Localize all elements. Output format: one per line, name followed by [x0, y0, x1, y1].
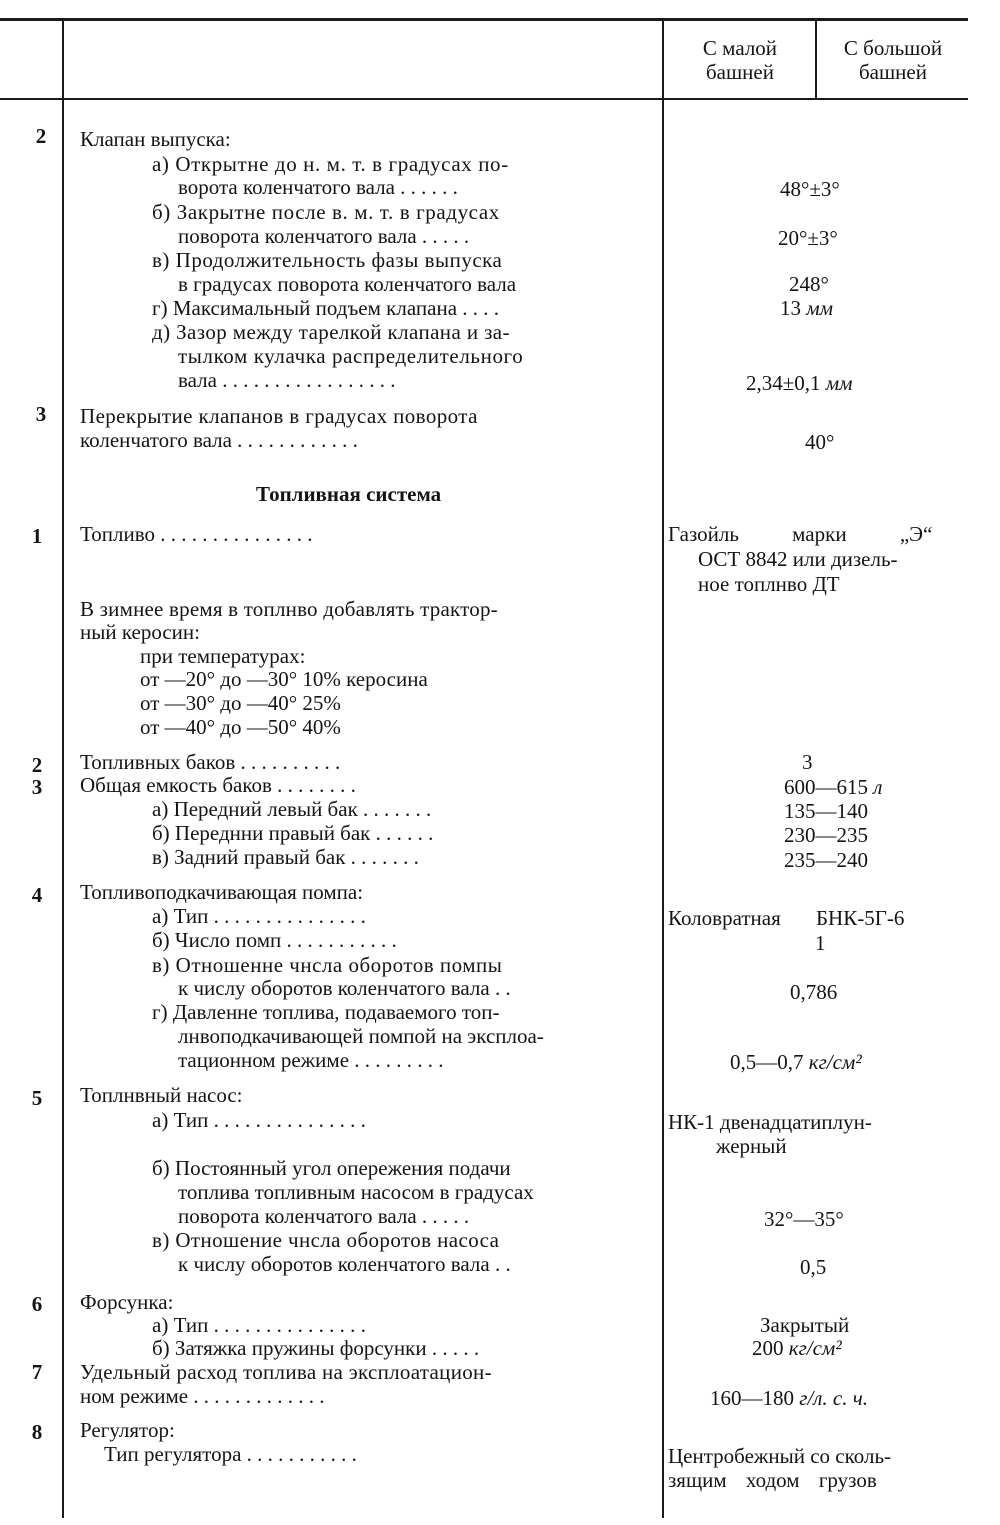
- tanks-label: Топливных баков . . . . . . . . . .: [80, 750, 341, 774]
- fuel-label: Топливо . . . . . . . . . . . . . . .: [80, 522, 313, 546]
- injector-b-unit: кг/см²: [788, 1336, 842, 1360]
- pump-d-line3: тационном режиме . . . . . . . . .: [178, 1048, 444, 1072]
- consumption-value: [710, 1386, 868, 1410]
- exhaust-b-line1: б) Закрытне после в. м. т. в градусах: [152, 200, 500, 224]
- injpump-c-line2: к числу оборотов коленчатого вала . .: [178, 1252, 511, 1276]
- pump-a-value: Коловратная БНК-5Г-6: [668, 906, 905, 930]
- exhaust-e-line3: вала . . . . . . . . . . . . . . . . .: [178, 368, 396, 392]
- capacity-c: в) Задний правый бак . . . . . . .: [152, 845, 419, 869]
- pump-c-line1: в) Отношенне чнсла оборотов помпы: [152, 953, 503, 977]
- exhaust-d-number: 13: [780, 296, 801, 320]
- fuel-value-line3: ное топлнво ДТ: [698, 572, 840, 596]
- row-number: 4: [31, 883, 43, 907]
- exhaust-e-line1: д) Зазор между тарелкой клапана и за-: [152, 320, 510, 344]
- exhaust-a-line2: ворота коленчатого вала . . . . . .: [178, 175, 458, 199]
- section-title: Топливная система: [256, 482, 442, 506]
- tanks-value: 3: [802, 750, 813, 774]
- pump-a: а) Тип . . . . . . . . . . . . . . .: [152, 904, 366, 928]
- header-big-line2: башней: [859, 60, 927, 84]
- header-small-tower: [666, 36, 814, 84]
- injpump-b-line2: топлива топливным насосом в градусах: [178, 1180, 534, 1204]
- exhaust-d-unit: мм: [806, 296, 834, 320]
- exhaust-e-value: [746, 371, 853, 395]
- exhaust-e-unit: мм: [825, 371, 853, 395]
- winter-line3: при температурах:: [140, 644, 306, 668]
- exhaust-d: г) Максимальный подъем клапана . . . .: [152, 296, 500, 320]
- winter-line6: от —40° до —50° 40%: [140, 715, 341, 739]
- injector-title: Форсунка:: [80, 1290, 174, 1314]
- winter-line5: от —30° до —40° 25%: [140, 691, 341, 715]
- pump-c-value: 0,786: [790, 980, 838, 1004]
- injpump-b-line3: поворота коленчатого вала . . . . .: [178, 1204, 470, 1228]
- pump-d-line2: лнвоподкачивающей помпой на эксплоа-: [178, 1024, 544, 1048]
- exhaust-a-value: 48°±3°: [780, 177, 840, 201]
- consumption-unit: г/л. с. ч.: [799, 1386, 869, 1410]
- pump-d-value: [730, 1050, 862, 1074]
- row-number: 6: [31, 1292, 43, 1316]
- exhaust-title: Клапан выпуска:: [80, 127, 231, 151]
- injpump-title: Топлнвный насос:: [80, 1083, 243, 1107]
- row-number: 3: [31, 775, 43, 799]
- fuel-value-line2: ОСТ 8842 или дизель-: [698, 547, 898, 571]
- injpump-a-value-line2: жерный: [716, 1134, 787, 1158]
- exhaust-d-value: [780, 296, 833, 320]
- capacity-number: 600—615: [784, 775, 868, 799]
- injector-b-value: [752, 1336, 842, 1360]
- pump-d-number: 0,5—0,7: [730, 1050, 804, 1074]
- governor-value-line2: зящим ходом грузов: [668, 1468, 877, 1492]
- consumption-number: 160—180: [710, 1386, 794, 1410]
- col-divider-num: [62, 18, 64, 1518]
- header-big-tower: [818, 36, 968, 84]
- governor-label: Тип регулятора . . . . . . . . . . .: [104, 1442, 357, 1466]
- overlap-value: 40°: [805, 430, 835, 454]
- header-bottom-rule: [0, 98, 968, 100]
- overlap-line2: коленчатого вала . . . . . . . . . . . .: [80, 428, 358, 452]
- row-number: 1: [31, 524, 43, 548]
- exhaust-c-line2: в градусах поворота коленчатого вала: [178, 272, 517, 296]
- overlap-line1: Перекрытие клапанов в градусах поворота: [80, 404, 478, 428]
- row-number: 2: [35, 124, 47, 148]
- exhaust-e-line2: тылком кулачка распределительного: [178, 344, 524, 368]
- capacity-a: а) Передний левый бак . . . . . . .: [152, 797, 432, 821]
- fuel-value-line1: Газойль марки „Э“: [668, 522, 933, 546]
- header-small-line1: С малой: [702, 36, 778, 60]
- consumption-line2: ном режиме . . . . . . . . . . . . .: [80, 1384, 325, 1408]
- top-rule: [0, 18, 968, 21]
- exhaust-c-value: 248°: [789, 272, 829, 296]
- injpump-b-value: 32°—35°: [764, 1207, 844, 1231]
- pump-b-value: 1: [815, 931, 826, 955]
- col-divider-header: [815, 18, 817, 100]
- injpump-c-line1: в) Отношение чнсла оборотов насоса: [152, 1228, 500, 1252]
- governor-title: Регулятор:: [80, 1418, 175, 1442]
- pump-c-line2: к числу оборотов коленчатого вала . .: [178, 976, 511, 1000]
- winter-line4: от —20° до —30° 10% керосина: [140, 667, 428, 691]
- capacity-value: [784, 775, 882, 799]
- exhaust-a-line1: а) Открытне до н. м. т. в градусах по-: [152, 152, 509, 176]
- consumption-line1: Удельный расход топлива на эксплоатацион-: [80, 1360, 492, 1384]
- capacity-b-value: 230—235: [784, 823, 868, 847]
- row-number: 7: [31, 1360, 43, 1384]
- header-small-line2: башней: [706, 60, 774, 84]
- injector-b: б) Затяжка пружины форсунки . . . . .: [152, 1336, 480, 1360]
- pump-b: б) Число помп . . . . . . . . . . .: [152, 928, 397, 952]
- winter-line1: В зимнее время в топлнво добавлять трактор-: [80, 597, 498, 621]
- exhaust-c-line1: в) Продолжительность фазы выпуска: [152, 248, 503, 272]
- row-number: 8: [31, 1420, 43, 1444]
- capacity-a-value: 135—140: [784, 799, 868, 823]
- injpump-a: а) Тип . . . . . . . . . . . . . . .: [152, 1108, 366, 1132]
- exhaust-b-line2: поворота коленчатого вала . . . . .: [178, 224, 470, 248]
- capacity-c-value: 235—240: [784, 848, 868, 872]
- pump-title: Топливоподкачивающая помпа:: [80, 880, 364, 904]
- injpump-b-line1: б) Постоянный угол опережения подачи: [152, 1156, 511, 1180]
- injector-b-number: 200: [752, 1336, 784, 1360]
- header-big-line1: С большой: [843, 36, 943, 60]
- row-number: 5: [31, 1086, 43, 1110]
- injpump-a-value-line1: НК-1 двенадцатиплун-: [668, 1110, 872, 1134]
- pump-d-line1: г) Давленне топлива, подаваемого топ-: [152, 1000, 500, 1024]
- row-number: 3: [35, 402, 47, 426]
- row-number: 2: [31, 753, 43, 777]
- exhaust-b-value: 20°±3°: [778, 226, 838, 250]
- injector-a-value: Закрытый: [760, 1313, 850, 1337]
- exhaust-e-number: 2,34±0,1: [746, 371, 821, 395]
- injpump-c-value: 0,5: [800, 1255, 827, 1279]
- col-divider-values: [662, 18, 664, 1518]
- governor-value-line1: Центробежный со сколь-: [668, 1444, 892, 1468]
- capacity-label: Общая емкость баков . . . . . . . .: [80, 773, 356, 797]
- winter-line2: ный керосин:: [80, 620, 200, 644]
- capacity-unit: л: [873, 775, 883, 799]
- pump-d-unit: кг/см²: [808, 1050, 862, 1074]
- injector-a: а) Тип . . . . . . . . . . . . . . .: [152, 1313, 366, 1337]
- capacity-b: б) Переднни правый бак . . . . . .: [152, 821, 434, 845]
